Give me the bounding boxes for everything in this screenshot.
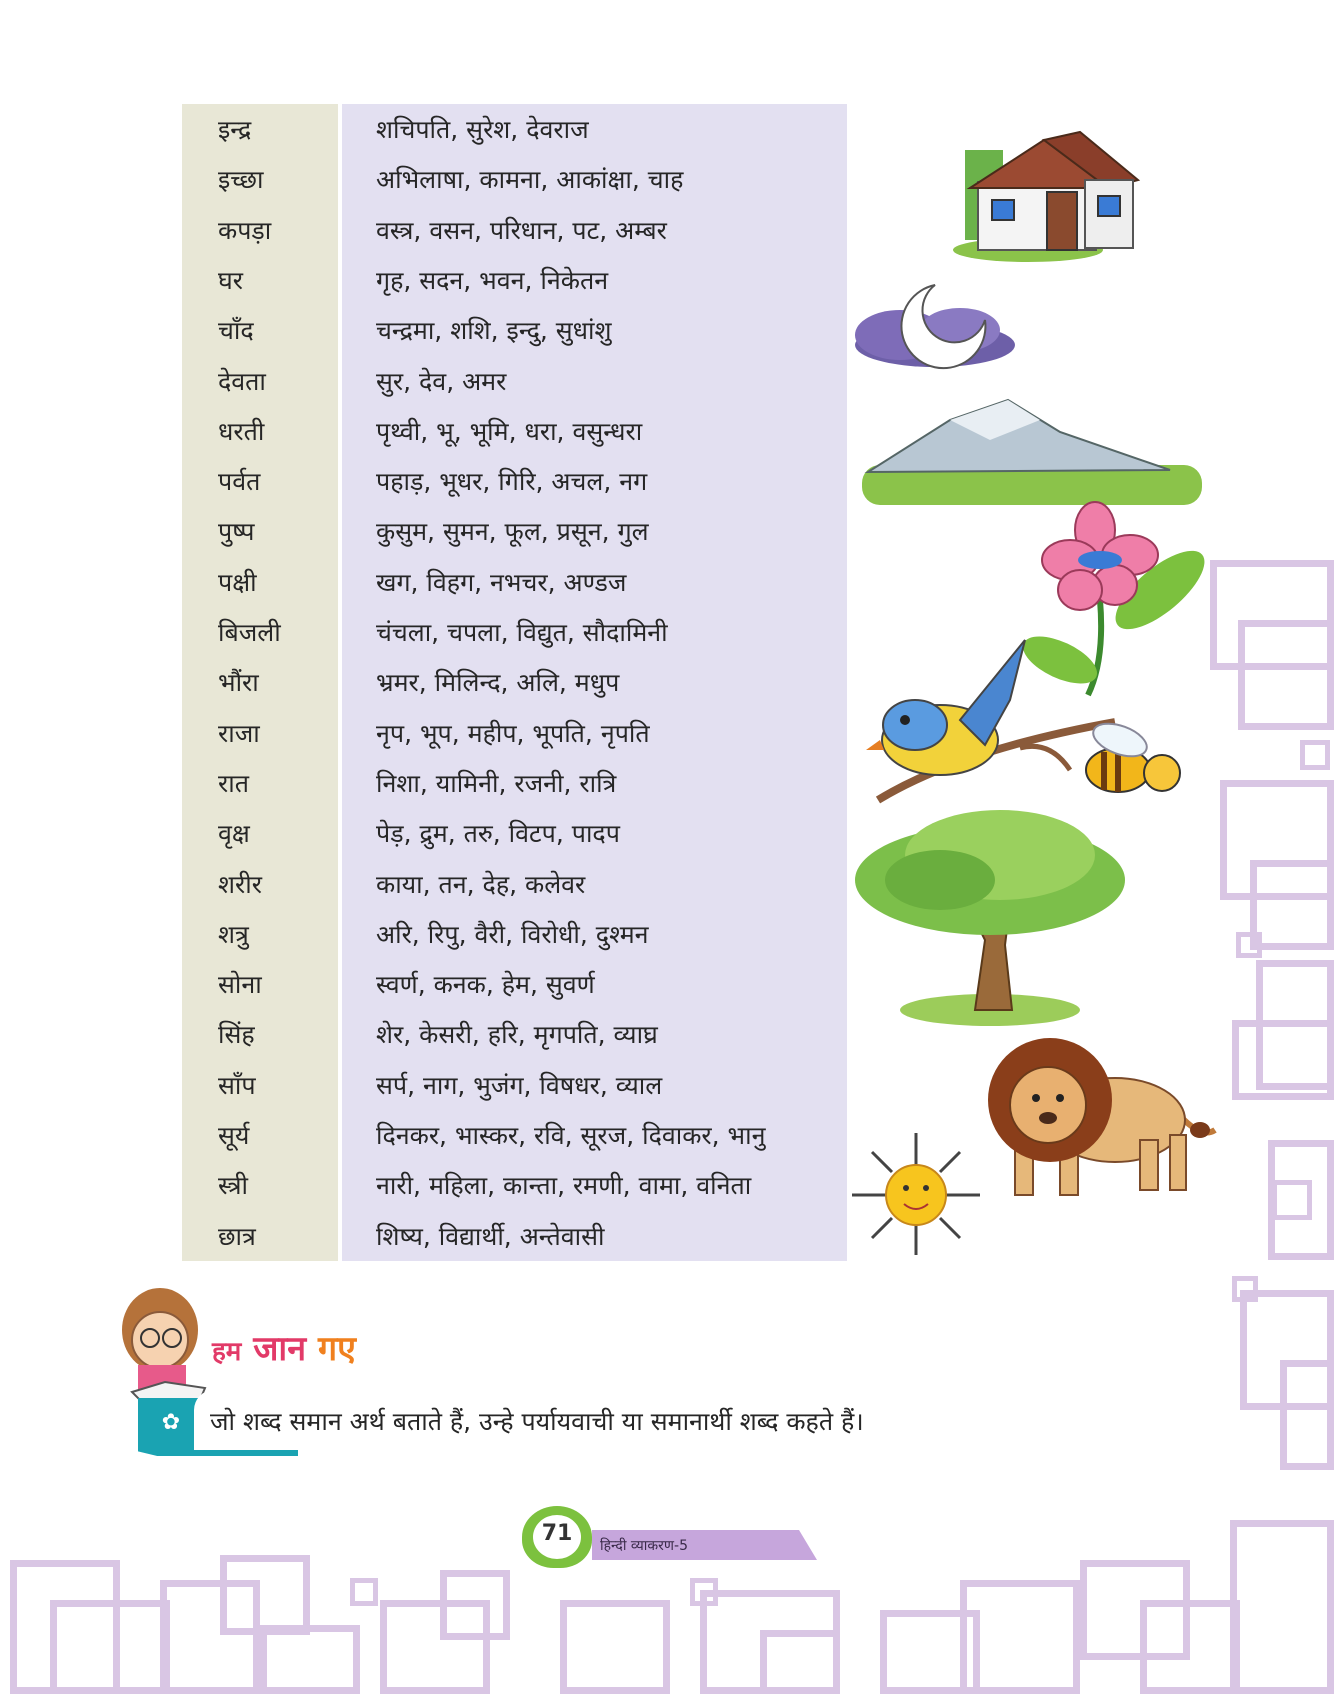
- word-cell: शरीर: [218, 869, 262, 899]
- word-cell: चाँद: [218, 316, 254, 346]
- synonyms-cell: सर्प, नाग, भुजंग, विषधर, व्याल: [376, 1070, 663, 1100]
- tree-icon: [855, 810, 1125, 1026]
- synonyms-cell: अभिलाषा, कामना, आकांक्षा, चाह: [376, 165, 684, 195]
- synonyms-cell: पहाड़, भूधर, गिरि, अचल, नग: [376, 467, 648, 497]
- bee-icon: [1086, 717, 1180, 792]
- girl-reading-icon: [122, 1288, 205, 1400]
- sun-icon: [852, 1133, 980, 1255]
- word-cell: छात्र: [218, 1221, 256, 1251]
- synonyms-cell: अरि, रिपु, वैरी, विरोधी, दुश्मन: [376, 919, 649, 949]
- synonyms-cell: पेड़, द्रुम, तरु, विटप, पादप: [376, 819, 620, 849]
- synonyms-cell: वस्त्र, वसन, परिधान, पट, अम्बर: [376, 215, 667, 245]
- word-cell: रात: [218, 768, 249, 798]
- word-cell: बिजली: [218, 618, 281, 648]
- word-cell: सिंह: [218, 1020, 255, 1050]
- moon-icon: [855, 285, 1015, 368]
- synonyms-cell: शिष्य, विद्यार्थी, अन्तेवासी: [376, 1221, 605, 1251]
- definition-text: जो शब्द समान अर्थ बताते हैं, उन्हे पर्यायवाची या समानार्थी शब्द कहते हैं।: [210, 1407, 864, 1436]
- word-cell: पुष्प: [218, 517, 255, 547]
- page-number: 71: [541, 1521, 573, 1546]
- synonyms-cell: शचिपति, सुरेश, देवराज: [376, 115, 589, 144]
- book-title: हिन्दी व्याकरण-5: [600, 1538, 688, 1554]
- synonyms-cell: स्वर्ण, कनक, हेम, सुवर्ण: [376, 970, 595, 1000]
- synonyms-cell: काया, तन, देह, कलेवर: [376, 869, 586, 899]
- synonyms-cell: सुर, देव, अमर: [376, 366, 507, 396]
- synonyms-cell: शेर, केसरी, हरि, मृगपति, व्याघ्र: [376, 1020, 658, 1050]
- word-cell: देवता: [218, 366, 266, 396]
- synonyms-cell: पृथ्वी, भू, भूमि, धरा, वसुन्धरा: [376, 416, 643, 446]
- know-title-part-1: हम: [212, 1337, 242, 1367]
- word-cell: धरती: [218, 416, 265, 446]
- lion-icon: [988, 1038, 1215, 1195]
- synonyms-cell: नारी, महिला, कान्ता, रमणी, वामा, वनिता: [376, 1171, 752, 1201]
- synonyms-cell: चन्द्रमा, शशि, इन्दु, सुधांशु: [376, 316, 612, 346]
- synonyms-cell: खग, विहग, नभचर, अण्डज: [376, 567, 627, 597]
- synonyms-cell: दिनकर, भास्कर, रवि, सूरज, दिवाकर, भानु: [376, 1121, 766, 1151]
- know-title-part-3: गए: [317, 1329, 356, 1369]
- word-cell: घर: [218, 265, 244, 295]
- synonyms-cell: गृह, सदन, भवन, निकेतन: [376, 265, 609, 295]
- flower-icon: [1016, 502, 1216, 695]
- synonyms-cell: चंचला, चपला, विद्युत, सौदामिनी: [376, 618, 668, 648]
- word-cell: राजा: [218, 718, 260, 748]
- word-cell: वृक्ष: [218, 819, 250, 849]
- synonyms-cell: भ्रमर, मिलिन्द, अलि, मधुप: [376, 668, 620, 698]
- synonyms-cell: कुसुम, सुमन, फूल, प्रसून, गुल: [376, 517, 649, 547]
- mountain-icon: [862, 400, 1202, 505]
- word-cell: पक्षी: [218, 567, 257, 597]
- word-cell: स्त्री: [218, 1171, 249, 1201]
- word-cell: कपड़ा: [218, 215, 272, 245]
- word-cell: भौंरा: [218, 668, 259, 698]
- word-cell: सोना: [218, 970, 262, 1000]
- word-cell: सूर्य: [218, 1121, 250, 1151]
- house-icon: [953, 132, 1138, 262]
- synonyms-cell: नृप, भूप, महीप, भूपति, नृपति: [376, 718, 650, 748]
- word-cell: शत्रु: [218, 919, 249, 949]
- know-box-title: [212, 1324, 356, 1370]
- flower-bullet-icon: ✿: [161, 1410, 181, 1435]
- word-cell: साँप: [218, 1070, 256, 1100]
- know-title-part-2: जान: [253, 1329, 307, 1369]
- word-cell: पर्वत: [218, 467, 261, 497]
- word-cell: इच्छा: [218, 165, 264, 195]
- word-cell: इन्द्र: [218, 115, 252, 144]
- synonyms-cell: निशा, यामिनी, रजनी, रात्रि: [376, 768, 617, 798]
